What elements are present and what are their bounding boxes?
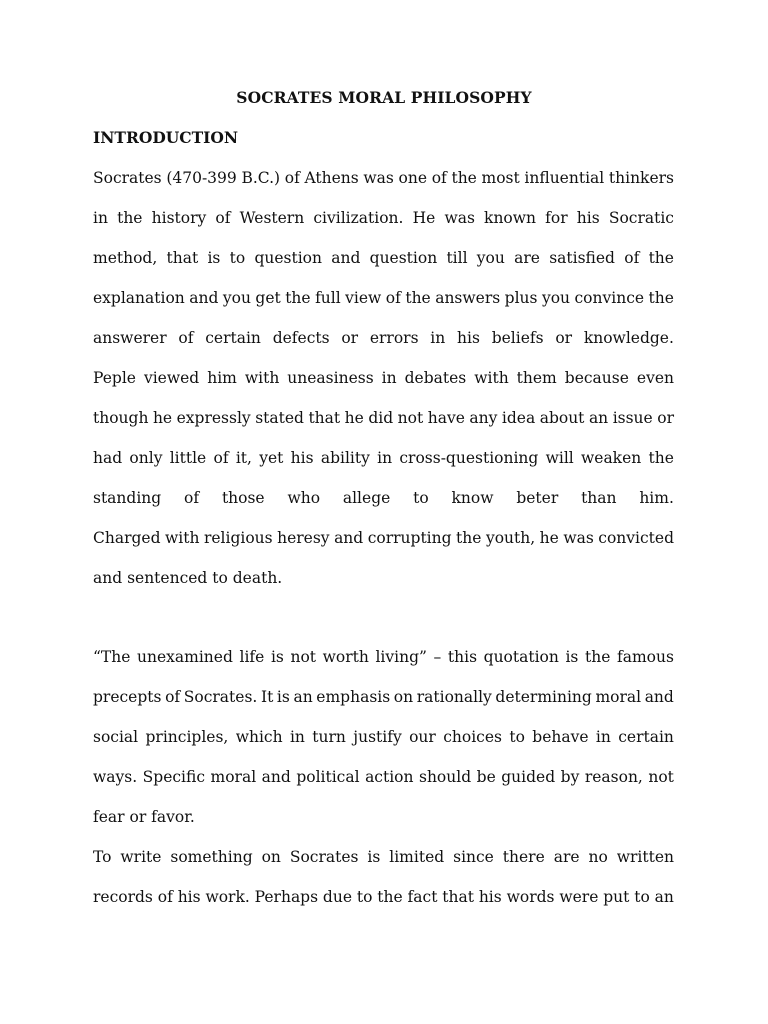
text-line: records of his work. Perhaps due to the fact that his words were put to an xyxy=(93,888,674,906)
text-line: Peple viewed him with uneasiness in debates with them because even xyxy=(93,369,674,387)
text-line: had only little of it, yet his ability in cross-questioning will weaken the xyxy=(93,449,674,467)
text-line: and sentenced to death. xyxy=(93,569,283,587)
text-line: explanation and you get the full view of the answers plus you convince the xyxy=(93,289,674,307)
text-line: social principles, which in turn justify our choices to behave in certain xyxy=(93,728,674,746)
text-line: fear or favor. xyxy=(93,808,195,826)
text-line: To write something on Socrates is limited since there are no written xyxy=(93,848,674,866)
document-title: SOCRATES MORAL PHILOSOPHY xyxy=(236,88,532,107)
text-line: ways. Specific moral and political action should be guided by reason, not xyxy=(93,768,674,786)
text-line: Socrates (470-399 B.C.) of Athens was one of the most influential thinkers xyxy=(93,169,674,187)
text-line: Charged with religious heresy and corrupting the youth, he was convicted xyxy=(93,529,674,547)
text-line: precepts of Socrates. It is an emphasis on rationally determining moral and xyxy=(93,688,674,706)
text-line: method, that is to question and question till you are satisfied of the xyxy=(93,249,674,267)
text-line: “The unexamined life is not worth living” – this quotation is the famous xyxy=(93,648,674,666)
text-line: in the history of Western civilization. He was known for his Socratic xyxy=(93,209,674,227)
text-line: standing of those who allege to know beter than him. xyxy=(93,489,674,507)
section-heading: INTRODUCTION xyxy=(93,128,239,147)
text-line: answerer of certain defects or errors in his beliefs or knowledge. xyxy=(93,329,674,347)
text-line: though he expressly stated that he did not have any idea about an issue or xyxy=(93,409,674,427)
